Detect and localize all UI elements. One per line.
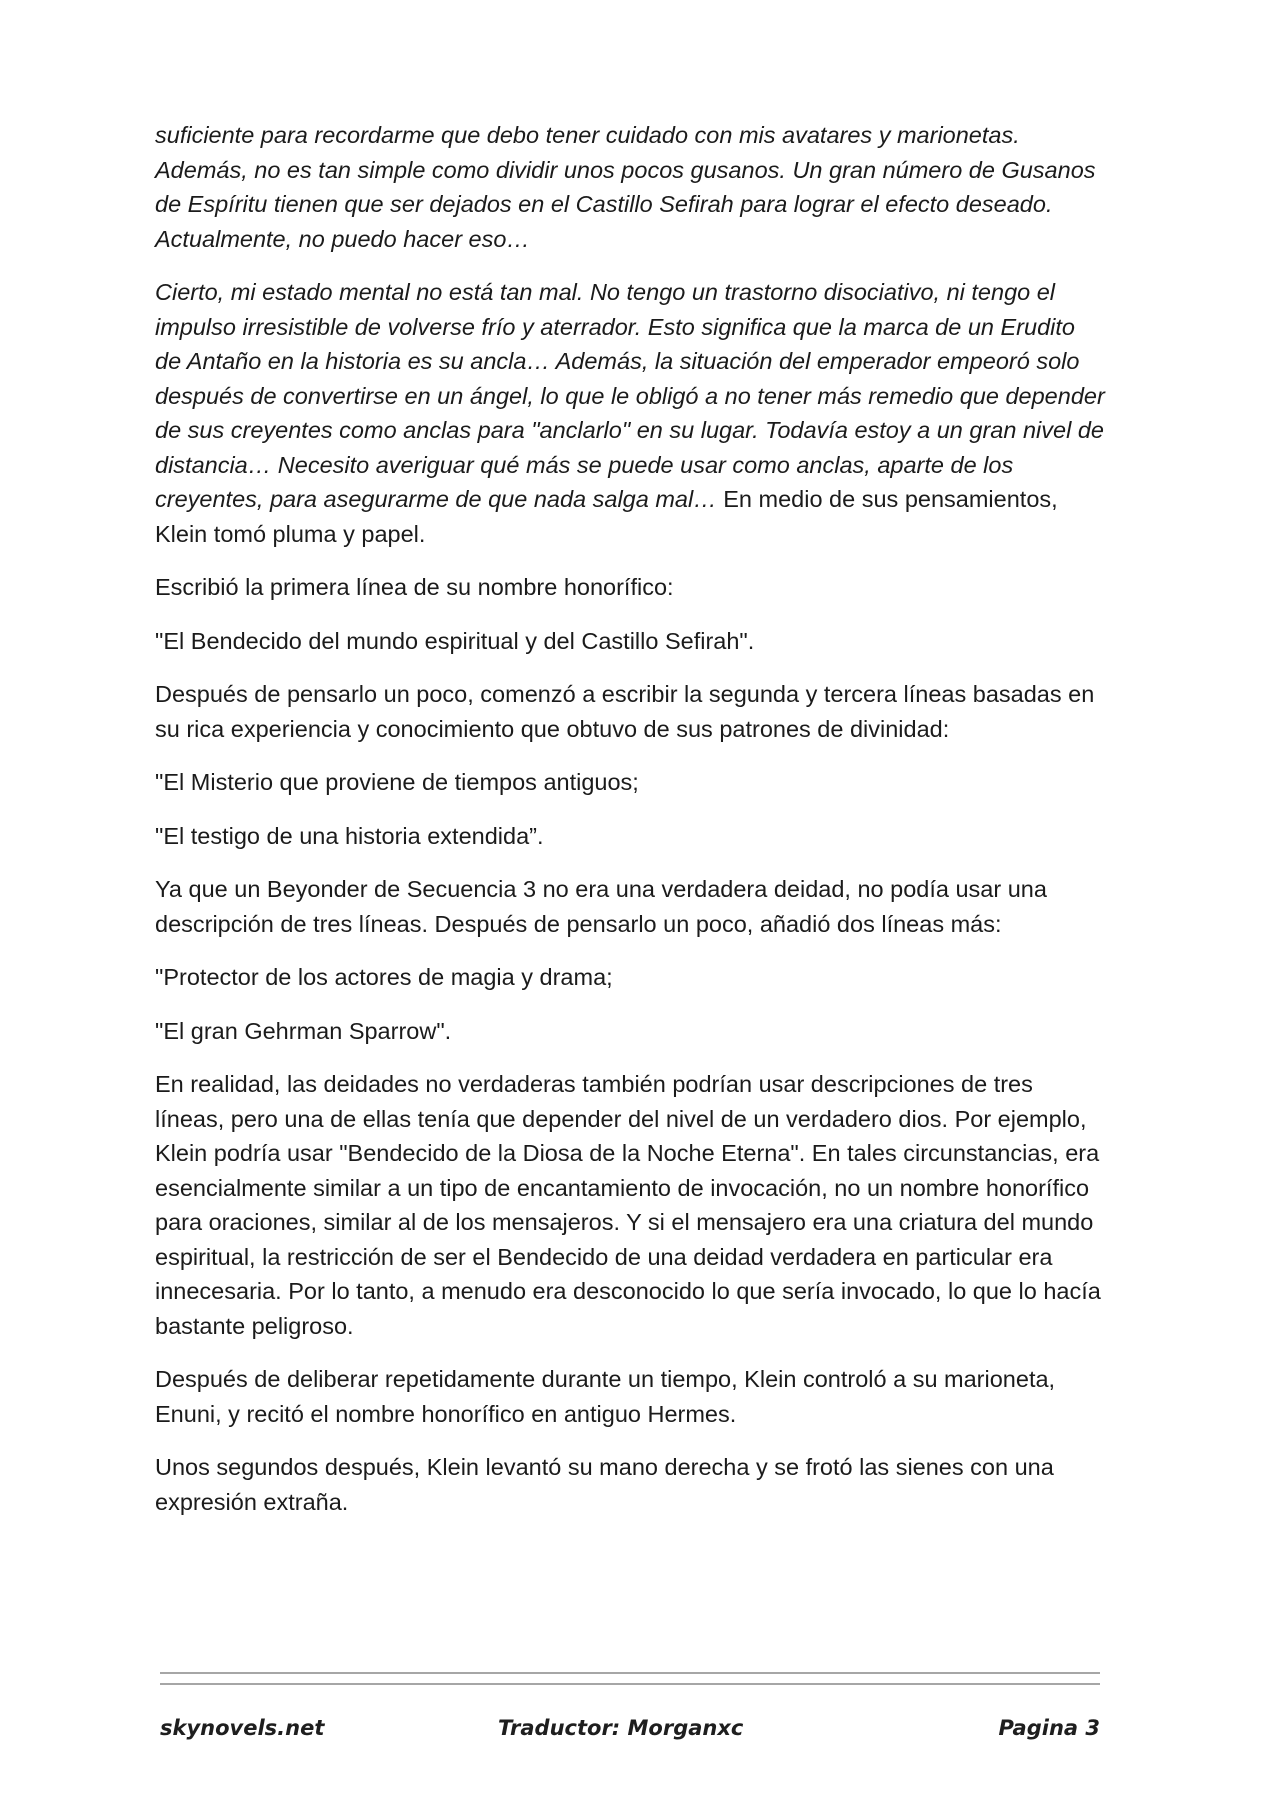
paragraph-9: "Protector de los actores de magia y drama; (155, 964, 613, 990)
paragraph-5: Después de pensarlo un poco, comenzó a escribir la segunda y tercera líneas basadas en su rica experiencia y conocimiento que obtuvo de sus patrones de divinidad: (155, 681, 1095, 742)
paragraph-11: En realidad, las deidades no verdaderas también podrían usar descripciones de tres líneas, pero una de ellas tenía que depender del nivel de un verdadero dios. Por ejemplo, Klein podría usar "Bendecido de la Diosa de la Noche Eterna". En tales circunstancias, era esencialmente similar a un tipo de encantamiento de invocación, no un nombre honorífico para oraciones, similar al de los mensajeros. Y si el mensajero era una criatura del mundo espiritual, la restricción de ser el Bendecido de una deidad verdadera en particular era innecesaria. Por lo tanto, a menudo era desconocido lo que sería invocado, lo que lo hacía bastante peligroso. (155, 1071, 1101, 1339)
paragraph-10: "El gran Gehrman Sparrow". (155, 1017, 452, 1044)
paragraph-2 (155, 275, 1105, 551)
paragraph-13: Unos segundos después, Klein levantó su mano derecha y se frotó las sienes con una expresión extraña. (155, 1454, 1054, 1515)
footer-site: skynovels.net (160, 1716, 325, 1740)
divider-line (160, 1683, 1100, 1685)
paragraph-8: Ya que un Beyonder de Secuencia 3 no era una verdadera deidad, no podía usar una descripción de tres líneas. Después de pensarlo un poco, añadió dos líneas más: (155, 876, 1047, 937)
paragraph-3: Escribió la primera línea de su nombre honorífico: (155, 574, 674, 600)
paragraph-1 (155, 118, 1105, 256)
paragraph-7: "El testigo de una historia extendida”. (155, 822, 544, 849)
paragraph-4: "El Bendecido del mundo espiritual y del Castillo Sefirah". (155, 627, 755, 654)
paragraph-6: "El Misterio que proviene de tiempos antiguos; (155, 769, 639, 795)
footer-translator: Traductor: Morganxc (498, 1716, 744, 1740)
page-footer (160, 1716, 1100, 1746)
narration-text: En medio de sus pensamientos, Klein tomó pluma y papel. (155, 486, 1058, 547)
document-body (155, 118, 1105, 1538)
inner-thought-text: Cierto, mi estado mental no está tan mal. No tengo un trastorno disociativo, ni tengo el impulso irresistible de volverse frío y aterrador. Esto significa que la marca de un Erudito de Antaño en la historia es su ancla… Además, la situación del emperador empeoró solo después de convertirse en un ángel, lo que le obligó a no tener más remedio que depender de sus creyentes como anclas para "anclarlo" en su lugar. Todavía estoy a un gran nivel de distancia… Necesito averiguar qué más se puede usar como anclas, aparte de los creyentes, para asegurarme de que nada salga mal… (155, 279, 1105, 512)
footer-page-number: Pagina 3 (998, 1716, 1100, 1740)
paragraph-12: Después de deliberar repetidamente durante un tiempo, Klein controló a su marioneta, Enuni, y recitó el nombre honorífico en antiguo Hermes. (155, 1366, 1056, 1427)
divider-line (160, 1672, 1100, 1674)
inner-thought-text: suficiente para recordarme que debo tener cuidado con mis avatares y marionetas. Además, no es tan simple como dividir unos pocos gusanos. Un gran número de Gusanos de Espíritu tienen que ser dejados en el Castillo Sefirah para lograr el efecto deseado. Actualmente, no puedo hacer eso… (155, 122, 1096, 252)
footer-divider (160, 1672, 1100, 1685)
